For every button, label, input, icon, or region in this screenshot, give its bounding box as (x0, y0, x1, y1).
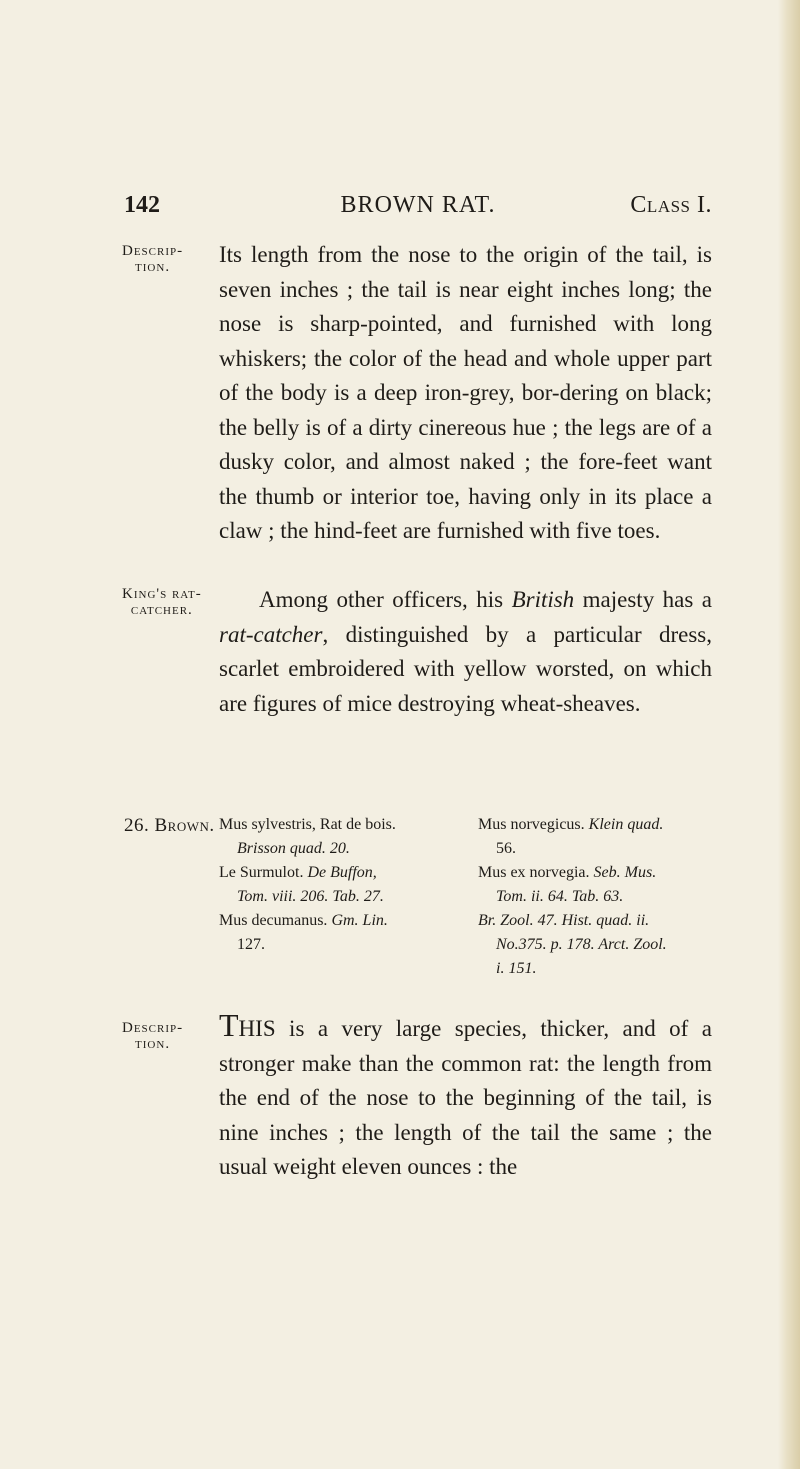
paragraph-text (219, 1007, 712, 1185)
synonym-roman: Le Surmulot. (219, 864, 308, 881)
synonym-roman: Mus ex norvegia. (478, 864, 594, 881)
running-header (124, 192, 712, 228)
margin-note-line: King's rat- (122, 586, 202, 602)
text-italic: rat-catcher (219, 621, 323, 647)
synonym-italic: Brisson quad. 20. (237, 840, 350, 857)
synonym-roman: 56. (496, 840, 516, 857)
synonym-line (478, 861, 667, 885)
margin-note-line: catcher. (130, 602, 193, 618)
synonym-italic: Klein quad. (588, 816, 664, 833)
margin-note-kings-rat-catcher (122, 586, 202, 618)
synonymy-right-column (478, 813, 667, 981)
text-run: , distinguished by a particular dress, scarlet embroidered with yellow worsted, on which are figures of mice destroying wheat-sheaves. (219, 621, 712, 716)
synonym-italic: i. 151. (496, 960, 537, 977)
margin-note-line: Descrip- (122, 243, 184, 259)
synonym-roman: Mus sylvestris, Rat de bois. (219, 816, 396, 833)
paragraph-rat-catcher (219, 583, 712, 721)
synonym-line (478, 813, 667, 837)
synonym-line (219, 837, 396, 861)
class-label: Class I. (630, 192, 712, 218)
paragraph-description (219, 238, 712, 549)
paragraph-text (219, 583, 712, 721)
synonym-italic: Br. Zool. 47. Hist. quad. ii. (478, 912, 650, 929)
synonym-italic: Tom. viii. 206. Tab. 27. (237, 888, 384, 905)
synonym-line (478, 837, 667, 861)
opening-caps: HIS (238, 1016, 276, 1041)
synonym-line (478, 957, 667, 981)
margin-note-line: tion. (135, 1036, 171, 1052)
drop-initial: T (219, 1007, 239, 1043)
synonym-line (219, 813, 396, 837)
synonym-italic: De Buffon, (307, 864, 377, 881)
running-title: BROWN RAT. (340, 192, 496, 218)
synonym-line (478, 933, 667, 957)
synonym-italic: No.375. p. 178. Arct. Zool. (496, 936, 667, 953)
text-italic: British (511, 587, 575, 612)
text-run: majesty has a (574, 587, 713, 612)
synonym-line (478, 909, 667, 933)
text-run: Among other officers, his (259, 587, 512, 612)
text-run: is a very large species, thicker, and of a stronger make than the common rat: the length from the end of the nose to the beginning of the tail, is nine inches ; the length of the tail the same ; the usual weight eleven ounces : the (219, 1016, 712, 1179)
synonym-line (219, 885, 396, 909)
paragraph-text: Its length from the nose to the origin of the tail, is seven inches ; the tail is near eight inches long; the nose is sharp-pointed, and furnished with long whiskers; the color of the head and whole upper part of the body is a deep iron-grey, bor-dering on black; the belly is of a dirty cinereous hue ; the legs are of a dusky color, and almost naked ; the fore-feet want the thumb or interior toe, having only in its place a claw ; the hind-feet are furnished with five toes. (219, 242, 712, 543)
margin-note-description (122, 243, 183, 275)
synonymy-left-column (219, 813, 396, 957)
species-label: 26. Brown. (124, 815, 215, 836)
synonym-line (219, 861, 396, 885)
synonym-line (219, 933, 396, 957)
margin-note-line: tion. (135, 259, 171, 275)
synonym-italic: Tom. ii. 64. Tab. 63. (496, 888, 624, 905)
synonym-italic: Gm. Lin. (331, 912, 388, 929)
page-number: 142 (124, 192, 160, 218)
margin-note-line: Descrip- (122, 1020, 184, 1036)
page-edge (778, 0, 800, 1469)
synonym-italic: Seb. Mus. (593, 864, 657, 881)
synonym-roman: 127. (237, 936, 265, 953)
synonym-line (478, 885, 667, 909)
synonym-roman: Mus decumanus. (219, 912, 332, 929)
synonym-roman: Mus norvegicus. (478, 816, 589, 833)
synonym-line (219, 909, 396, 933)
paragraph-brown-rat-description (219, 1007, 712, 1185)
margin-note-description-2 (122, 1020, 183, 1052)
